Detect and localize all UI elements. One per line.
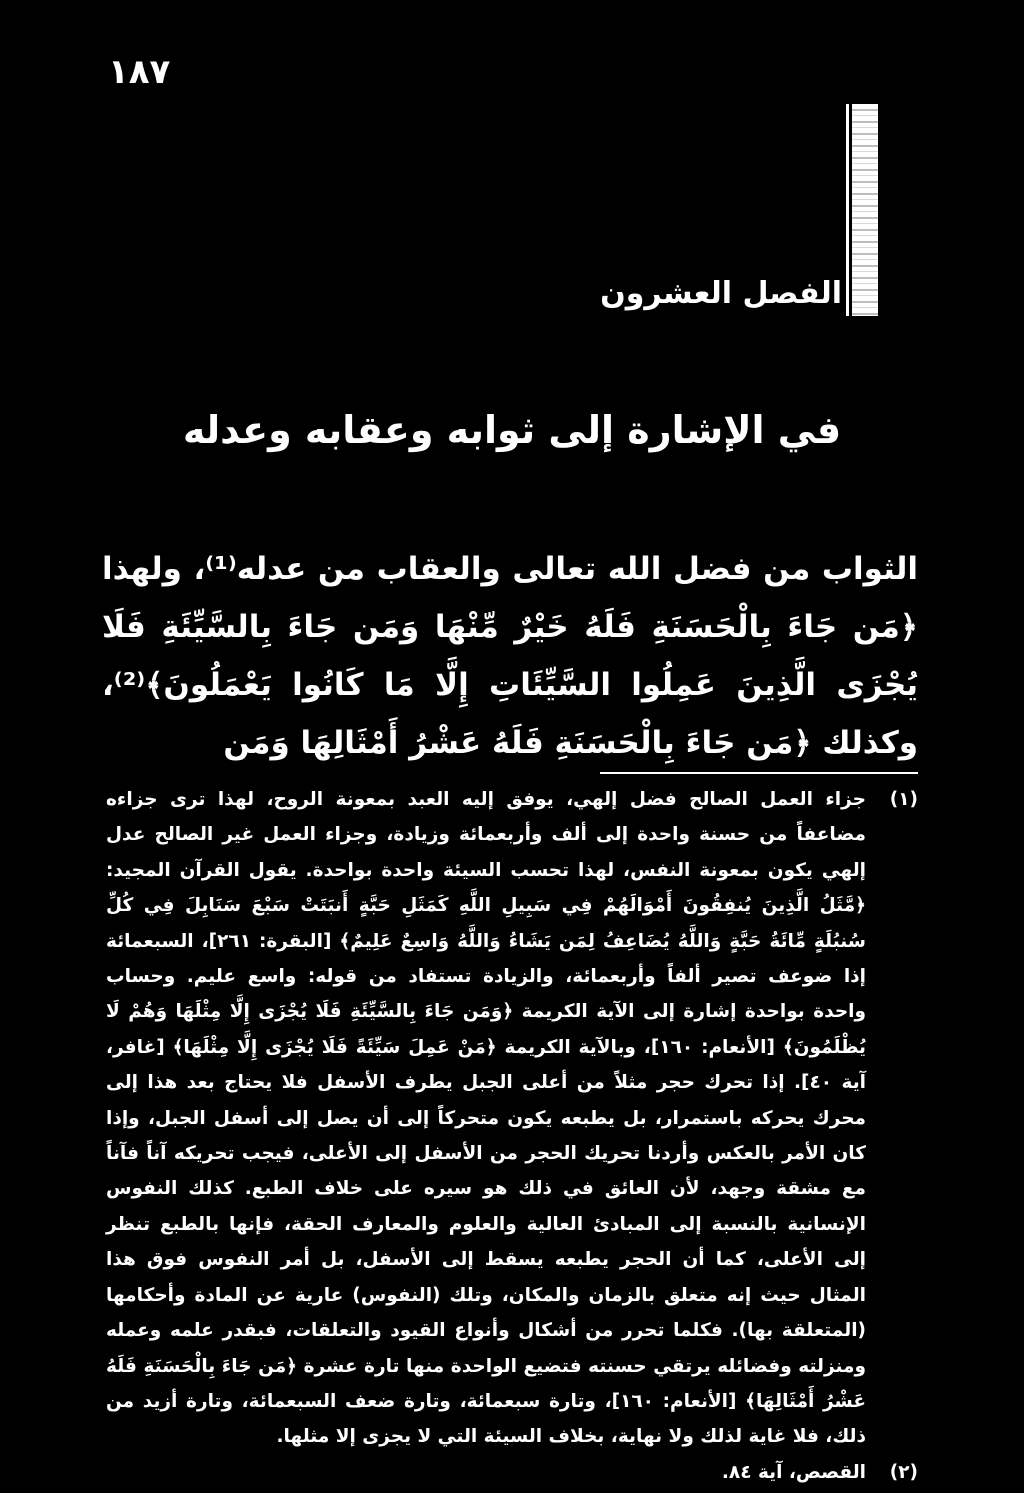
footnote-1 [106, 782, 918, 1455]
footnotes [106, 782, 918, 1490]
footnote-number: (١) [889, 789, 918, 810]
footnote-number: (٢) [889, 1461, 918, 1483]
body-paragraph: الثواب من فضل الله تعالى والعقاب من عدله⁽¹⁾، ولهذا ﴿مَن جَاءَ بِالْحَسَنَةِ فَلَهُ خَيْرٌ مِّنْهَا وَمَن جَاءَ بِالسَّيِّئَةِ فَلَا يُجْزَى الَّذِينَ عَمِلُوا السَّيِّئَاتِ إِلَّا مَا كَانُوا يَعْمَلُونَ﴾⁽²⁾، وكذلك ﴿مَن جَاءَ بِالْحَسَنَةِ فَلَهُ عَشْرُ أَمْثَالِهَا وَمَن [102, 551, 919, 761]
margin-rule [846, 104, 849, 316]
footnote-text: جزاء العمل الصالح فضل إلهي، يوفق إليه العبد بمعونة الروح، لهذا ترى جزاءه مضاعفاً من حسنة واحدة إلى ألف وأربعمائة وزيادة، وجزاء العمل غير الصالح عدل إلهي يكون بمعونة النفس، لهذا تحسب السيئة واحدة بواحدة. يقول القرآن المجيد: ﴿مَّثَلُ الَّذِينَ يُنفِقُونَ أَمْوَالَهُمْ فِي سَبِيلِ اللَّهِ كَمَثَلِ حَبَّةٍ أَنبَتَتْ سَبْعَ سَنَابِلَ فِي كُلِّ سُنبُلَةٍ مِّائَةُ حَبَّةٍ وَاللَّهُ يُضَاعِفُ لِمَن يَشَاءُ وَاللَّهُ وَاسِعٌ عَلِيمٌ﴾ [البقرة: ٢٦١]، السبعمائة إذا ضوعف تصير ألفاً وأربعمائة، والزيادة تستفاد من قوله: واسع عليم. وحساب واحدة بواحدة إشارة إلى الآية الكريمة ﴿وَمَن جَاءَ بِالسَّيِّئَةِ فَلَا يُجْزَى إِلَّا مِثْلَهَا وَهُمْ لَا يُظْلَمُونَ﴾ [الأنعام: ١٦٠]، وبالآية الكريمة ﴿مَنْ عَمِلَ سَيِّئَةً فَلَا يُجْزَى إِلَّا مِثْلَهَا﴾ [غافر، آية ٤٠]. إذا تحرك حجر مثلاً من أعلى الجبل يطرف الأسفل فلا يحتاج بعد هذا إلى محرك يحركه باستمرار، بل يطبعه يكون متحركاً إلى أن يصل إلى أسفل الجبل، وإذا كان الأمر بالعكس وأردنا تحريك الحجر من الأسفل إلى الأعلى، فيجب تحريكه آناً فآناً مع مشقة وجهد، لأن العائق في ذلك هو سيره على خلاف الطبع. كذلك النفوس الإنسانية بالنسبة إلى المبادئ العالية والعلوم والمعارف الحقة، فإنها بالطبع تنظر إلى الأعلى، كما أن الحجر يطبعه يسقط إلى الأسفل، بل أمر النفوس فوق هذا المثال حيث إنه متعلق بالزمان والمكان، وتلك (النفوس) عارية عن المادة وأحكامها (المتعلقة بها). فكلما تحرر من أشكال وأنواع القيود والتعلقات، فبقدر علمه وعمله ومنزلته وفضائله يرتقي حسنته فتضيع الواحدة منها تارة عشرة ﴿مَن جَاءَ بِالْحَسَنَةِ فَلَهُ عَشْرُ أَمْثَالِهَا﴾ [الأنعام: ١٦٠]، وتارة سبعمائة، وتارة ضعف السبعمائة، وتارة أزيد من ذلك، فلا غاية لذلك ولا نهاية، بخلاف السيئة التي لا يجزى إلا مثلها. [106, 789, 867, 1448]
page-number: ١٨٧ [108, 52, 171, 92]
footnote-2 [106, 1455, 918, 1490]
footnote-separator [600, 772, 918, 774]
margin-thumb-index-bar [852, 104, 878, 316]
chapter-label: الفصل العشرون [600, 276, 842, 311]
section-title: في الإشارة إلى ثوابه وعقابه وعدله [182, 408, 842, 452]
footnote-text: القصص، آية ٨٤. [721, 1461, 866, 1483]
